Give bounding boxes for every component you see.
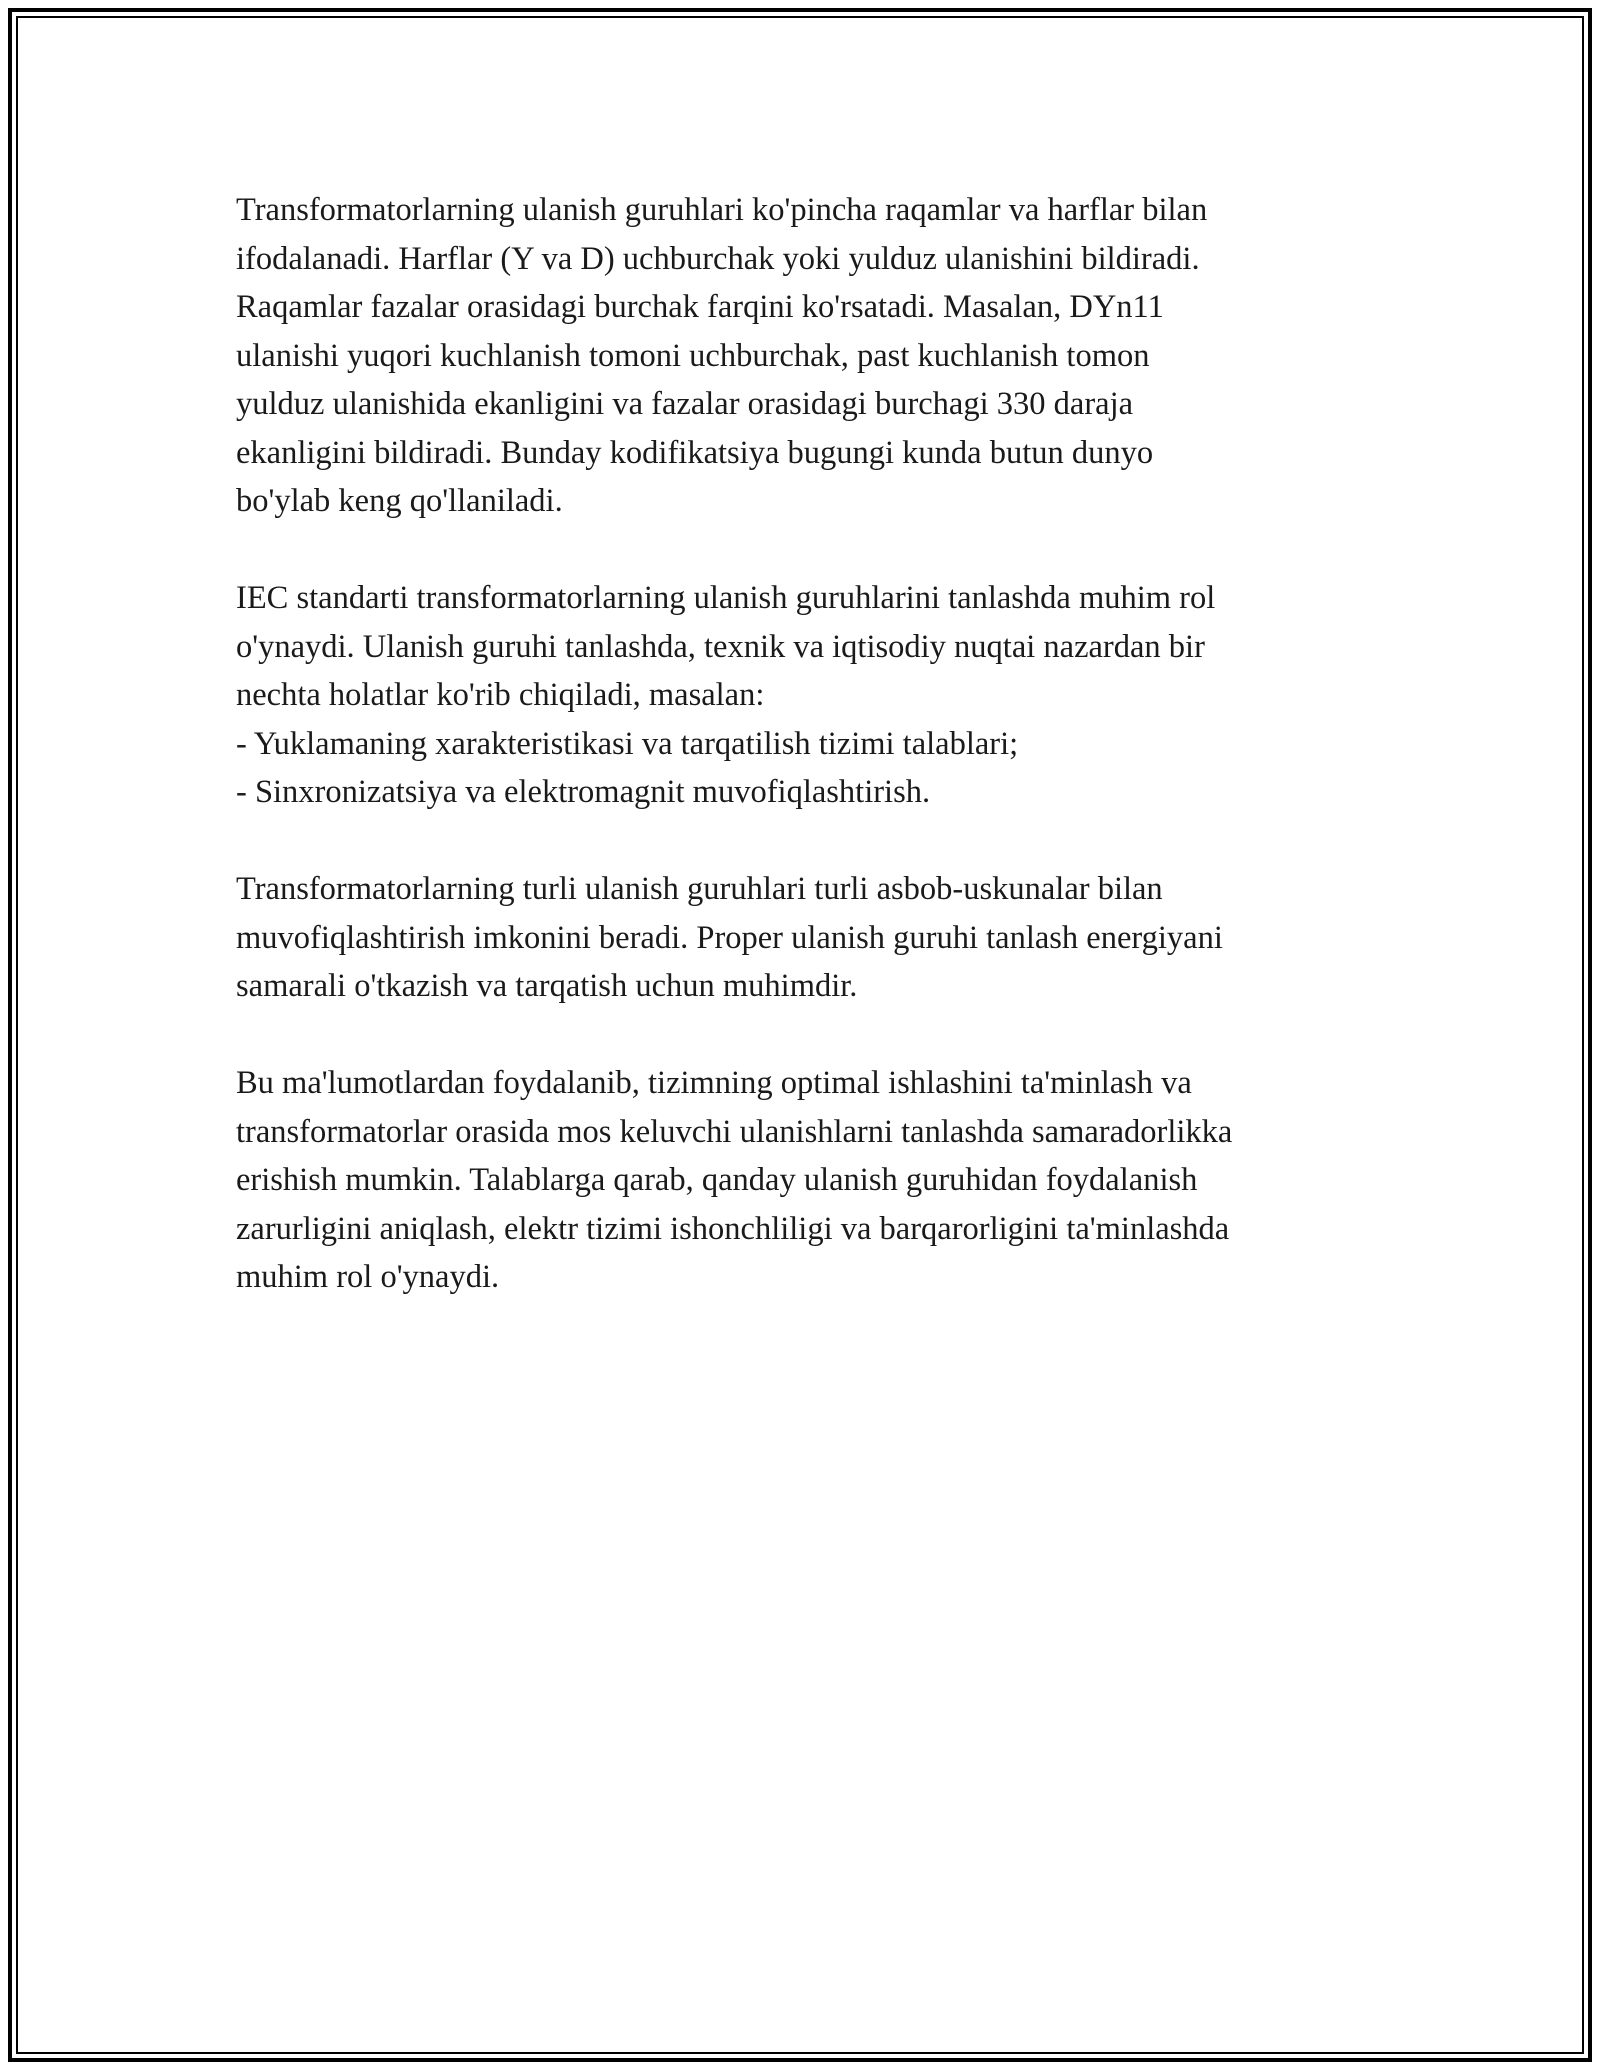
- text-line: yulduz ulanishida ekanligini va fazalar orasidagi burchagi 330 daraja: [236, 386, 1134, 422]
- text-line: ulanishi yuqori kuchlanish tomoni uchburchak, past kuchlanish tomon: [236, 337, 1150, 374]
- text-line: IEC standarti transformatorlarning ulanish guruhlarini tanlashda muhim rol: [236, 580, 1216, 616]
- text-line: erishish mumkin. Talablarga qarab, qanday ulanish guruhidan foydalanish: [236, 1162, 1198, 1198]
- text-line: zarurligini aniqlash, elektr tizimi ishonchliligi va barqarorligini ta'minlashda: [236, 1210, 1230, 1247]
- text-line: muhim rol o'ynaydi.: [236, 1259, 500, 1295]
- text-line: bo'ylab keng qo'llaniladi.: [236, 483, 563, 519]
- text-line: Bu ma'lumotlardan foydalanib, tizimning optimal ishlashini ta'minlash va: [236, 1065, 1192, 1101]
- text-line: transformatorlar orasida mos keluvchi ulanishlarni tanlashda samaradorlikka: [236, 1113, 1233, 1150]
- text-line: muvofiqlashtirish imkonini beradi. Proper ulanish guruhi tanlash energiyani: [236, 919, 1223, 956]
- text-line: ifodalanadi. Harflar (Y va D) uchburchak yoki yulduz ulanishini bildiradi.: [236, 240, 1200, 277]
- paragraph-1: [236, 186, 1386, 526]
- text-line: ekanligini bildiradi. Bunday kodifikatsiya bugungi kunda butun dunyo: [236, 434, 1154, 471]
- text-line: nechta holatlar ko'rib chiqiladi, masalan:: [236, 677, 765, 713]
- list-item: - Sinxronizatsiya va elektromagnit muvofiqlashtirish.: [236, 774, 931, 810]
- paragraph-2: [236, 574, 1386, 817]
- text-line: Transformatorlarning ulanish guruhlari ko'pincha raqamlar va harflar bilan: [236, 192, 1208, 228]
- text-line: samarali o'tkazish va tarqatish uchun muhimdir.: [236, 968, 858, 1004]
- document-body: [236, 186, 1386, 1350]
- text-line: o'ynaydi. Ulanish guruhi tanlashda, texnik va iqtisodiy nuqtai nazardan bir: [236, 628, 1205, 665]
- paragraph-4: [236, 1059, 1386, 1302]
- text-line: Transformatorlarning turli ulanish guruhlari turli asbob-uskunalar bilan: [236, 871, 1163, 907]
- list-item: - Yuklamaning xarakteristikasi va tarqatilish tizimi talablari;: [236, 725, 1019, 762]
- paragraph-3: [236, 865, 1386, 1011]
- text-line: Raqamlar fazalar orasidagi burchak farqini ko'rsatadi. Masalan, DYn11: [236, 289, 1164, 325]
